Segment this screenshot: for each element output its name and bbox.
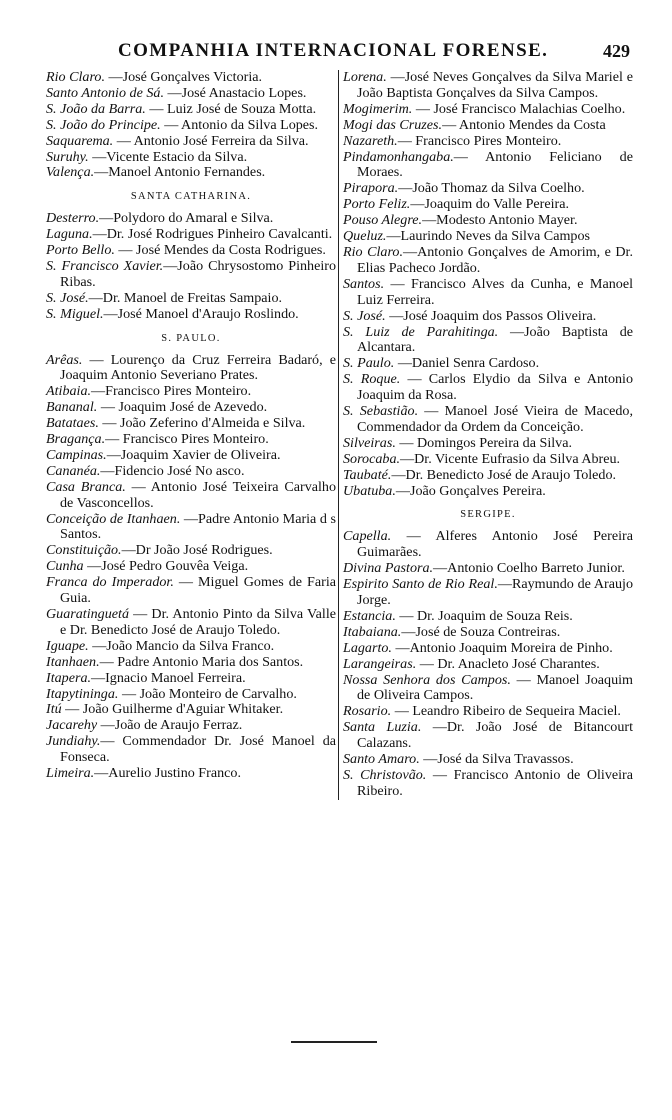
entry-text: —João Gonçalves Pereira.	[395, 482, 546, 499]
entry-place: S. Sebastião.	[343, 403, 419, 420]
entry-capella	[343, 529, 633, 561]
entry-text: —Antonio Coelho Barreto Junior.	[433, 560, 625, 577]
entry-place: S. Paulo.	[343, 355, 395, 372]
entry-s-jose	[343, 309, 633, 325]
entry-mogimerim	[343, 102, 633, 118]
entry-text: — Francisco Antonio de Oliveira Ribeiro.	[357, 766, 634, 799]
entry-place: Constituição.	[46, 542, 122, 559]
entry-text: — Antonio da Silva Lopes.	[160, 116, 319, 133]
entry-cananea	[46, 464, 336, 480]
entry-campinas	[46, 448, 336, 464]
entry-s-joao-do-principe	[46, 118, 336, 134]
entry-text: — Antonio Mendes da Costa	[442, 116, 606, 133]
entry-valenca	[46, 165, 336, 181]
entry-place: Jundiahy.	[46, 733, 101, 750]
entry-text: — João Guilherme d'Aguiar Whitaker.	[61, 701, 284, 718]
entry-text: —Joaquim do Valle Pereira.	[410, 196, 569, 213]
entry-text: —Daniel Senra Cardoso.	[394, 355, 540, 372]
entry-place: Itapera.	[46, 669, 92, 686]
entry-text: —Raymundo de Araujo Jorge.	[357, 576, 633, 608]
entry-text: —João de Araujo Ferraz.	[97, 717, 243, 734]
entry-iguape	[46, 639, 336, 655]
entry-text: —Aurelio Justino Franco.	[94, 765, 241, 782]
entry-place: Conceição de Itanhaen.	[46, 510, 181, 527]
entry-place: Mogimerim.	[343, 100, 413, 117]
entry-place: Sorocaba.	[343, 450, 401, 467]
entry-lagarto	[343, 641, 633, 657]
entry-s-luiz-de-parahitinga	[343, 325, 633, 357]
entry-place: Cunha	[46, 558, 84, 575]
entry-place: Bananal.	[46, 399, 98, 416]
entry-text: — Commendador Dr. José Manoel da Fonseca.	[60, 733, 336, 766]
entry-nossa-senhora-dos-campos	[343, 673, 633, 705]
entry-rosario	[343, 704, 633, 720]
entry-s-jose	[46, 291, 336, 307]
entry-text: —Padre Antonio Maria d s Santos.	[60, 510, 336, 543]
entry-ubatuba	[343, 484, 633, 500]
entry-place: S. José.	[343, 307, 386, 324]
entry-place: S. Luiz de Parahitinga.	[343, 323, 499, 340]
entry-areas	[46, 353, 336, 385]
entry-s-christovao	[343, 768, 633, 800]
entry-place: Nossa Senhora dos Campos.	[343, 671, 511, 688]
entry-place: Pouso Alegre.	[343, 212, 423, 229]
entry-place: Silveiras.	[343, 434, 396, 451]
entry-jundiahy	[46, 734, 336, 766]
entry-text: —João Chrysostomo Pinheiro Ribas.	[60, 257, 336, 290]
entry-text: —João Thomaz da Silva Coelho.	[398, 180, 585, 197]
entry-place: S. João do Principe.	[46, 116, 161, 133]
entry-desterro	[46, 211, 336, 227]
entry-place: Queluz.	[343, 228, 387, 245]
entry-constituicao	[46, 543, 336, 559]
entry-suruhy	[46, 150, 336, 166]
entry-santa-luzia	[343, 720, 633, 752]
entry-place: S. João da Barra.	[46, 100, 146, 117]
entry-place: Laguna.	[46, 226, 93, 243]
entry-place: Rosario.	[343, 703, 392, 720]
entry-place: Itabaiana.	[343, 623, 402, 640]
entry-place: Divina Pastora.	[343, 560, 434, 577]
entry-taubate	[343, 468, 633, 484]
entry-text: — José Francisco Malachias Coelho.	[412, 100, 626, 117]
entry-text: —Antonio Joaquim Moreira de Pinho.	[391, 639, 613, 656]
entry-place: Santa Luzia.	[343, 719, 422, 736]
entry-text: — João Zeferino d'Almeida e Silva.	[98, 415, 306, 432]
entry-text: — José Mendes da Costa Rodrigues.	[114, 242, 326, 259]
entry-text: —José Joaquim dos Passos Oliveira.	[385, 307, 597, 324]
entry-pindamonhangaba	[343, 150, 633, 182]
entry-itu	[46, 702, 336, 718]
entry-porto-bello	[46, 243, 336, 259]
entry-lorena	[343, 70, 633, 102]
entry-place: Desterro.	[46, 210, 100, 227]
entry-text: —José Neves Gonçalves da Silva Mariel e João Baptista Gonçalves da Silva Campos.	[357, 69, 633, 101]
entry-rio-claro	[343, 245, 633, 277]
entry-casa-branca	[46, 480, 336, 512]
entry-s-francisco-xavier	[46, 259, 336, 291]
entry-s-joao-da-barra	[46, 102, 336, 118]
entry-place: Piraporа.	[343, 180, 399, 197]
entry-text: — Antonio José Ferreira da Silva.	[113, 132, 309, 149]
entry-s-paulo	[343, 356, 633, 372]
entry-text: — Antonio Feliciano de Moraes.	[357, 148, 633, 181]
entry-text: — Francisco Alves da Cunha, e Manoel Luiz Ferreira.	[357, 275, 633, 308]
entry-place: Porto Feliz.	[343, 196, 411, 213]
entry-text: — Dr. Joaquim de Souza Reis.	[395, 607, 573, 624]
entry-place: Iguape.	[46, 637, 89, 654]
entry-text: —Dr. Benedicto José de Araujo Toledo.	[391, 466, 617, 483]
entry-santos	[343, 277, 633, 309]
entry-text: —José da Silva Travassos.	[419, 751, 574, 768]
entry-santo-antonio-de-sa	[46, 86, 336, 102]
entry-text: — Lourenço da Cruz Ferreira Badaró, e Joaquim Antonio Severiano Prates.	[60, 351, 336, 384]
entry-place: Rio Claro.	[343, 243, 403, 260]
entry-jacarehy	[46, 718, 336, 734]
entry-braganca	[46, 432, 336, 448]
section-heading: S. PAULO.	[161, 332, 221, 344]
entry-s-sebastiao	[343, 404, 633, 436]
entry-text: —Francisco Pires Monteiro.	[91, 383, 252, 400]
entry-text: —Fidencio José No asco.	[100, 462, 245, 479]
entry-pouso-alegre	[343, 213, 633, 229]
entry-text: — Francisco Pires Monteiro.	[105, 431, 269, 448]
entry-text: —João Mancio da Silva Franco.	[88, 637, 275, 654]
entry-conceicao-de-itanhaen	[46, 512, 336, 544]
entry-place: S. José.	[46, 289, 89, 306]
entry-place: Lorena.	[343, 69, 387, 85]
entry-text: — Dr. Antonio Pinto da Silva Valle e Dr. Benedicto José de Araujo Toledo.	[60, 606, 336, 638]
entry-place: S. Christovão.	[343, 766, 427, 783]
entry-place: Santo Amaro.	[343, 751, 420, 768]
entry-place: Lagarto.	[343, 639, 392, 656]
entry-queluz	[343, 229, 633, 245]
entry-text: — Francisco Pires Monteiro.	[397, 132, 562, 149]
entry-text: — Luiz José de Souza Motta.	[145, 100, 317, 117]
entry-text: — Domingos Pereira da Silva.	[395, 434, 573, 451]
entry-rio-claro	[46, 70, 336, 86]
entry-text: — Alferes Antonio José Pereira Guimarães.	[357, 528, 633, 561]
page-header	[46, 40, 630, 62]
entry-place: Ubatuba.	[343, 482, 396, 499]
entry-atibaia	[46, 384, 336, 400]
entry-place: S. Miguel.	[46, 305, 104, 322]
entry-place: Porto Bello.	[46, 242, 115, 259]
entry-porto-feliz	[343, 197, 633, 213]
entry-place: Santo Antonio de Sá.	[46, 84, 164, 101]
entry-place: Cananéa.	[46, 462, 101, 479]
entry-text: — Antonio José Teixeira Carvalho de Vasconcellos.	[60, 478, 337, 511]
entry-text: —Ignacio Manoel Ferreira.	[91, 669, 246, 686]
entry-place: Guaratinguetá	[46, 606, 129, 622]
entry-place: Atibaia.	[46, 383, 92, 400]
entry-text: —Dr. Vicente Eufrasio da Silva Abreu.	[400, 450, 621, 467]
entry-place: S. Francisco Xavier.	[46, 257, 164, 274]
entry-estancia	[343, 609, 633, 625]
entry-espirito-santo-de-rio-real	[343, 577, 633, 609]
entry-text: — João Monteiro de Carvalho.	[118, 685, 297, 702]
entry-guaratingueta	[46, 607, 336, 639]
entry-s-miguel	[46, 307, 336, 323]
entry-laguna	[46, 227, 336, 243]
entry-saquarema	[46, 134, 336, 150]
entry-text: — Carlos Elydio da Silva e Antonio Joaquim da Rosa.	[357, 371, 634, 404]
entry-place: Espirito Santo de Rio Real.	[343, 576, 498, 593]
entry-larangeiras	[343, 657, 633, 673]
entry-text: —Dr. José Rodrigues Pinheiro Cavalcanti.	[92, 226, 333, 243]
entry-text: — Padre Antonio Maria dos Santos.	[99, 653, 304, 670]
entry-place: Nazareth.	[343, 132, 398, 149]
entry-batataes	[46, 416, 336, 432]
entry-sorocaba	[343, 452, 633, 468]
entry-place: Pindamonhangaba.	[343, 148, 454, 165]
entry-text: — Manoel Joaquim de Oliveira Campos.	[357, 671, 633, 704]
entry-text: —José Pedro Gouvêa Veiga.	[83, 558, 249, 575]
entry-place: Suruhy.	[46, 148, 89, 165]
entry-cunha	[46, 559, 336, 575]
entry-itanhaen	[46, 655, 336, 671]
entry-place: Limeira.	[46, 765, 95, 782]
entry-place: Batataes.	[46, 415, 99, 432]
entry-franca-do-imperador	[46, 575, 336, 607]
entry-place: Saquarema.	[46, 132, 114, 149]
entry-place: Bragança.	[46, 431, 106, 448]
entry-place: Jacarehy	[46, 717, 98, 734]
page-title: COMPANHIA INTERNACIONAL FORENSE.	[118, 40, 549, 61]
entry-text: —João Baptista de Alcantara.	[357, 323, 633, 356]
entry-text: —Dr. Manoel de Freitas Sampaio.	[88, 289, 283, 306]
entry-place: Franca do Imperador.	[46, 574, 174, 591]
entry-place: Itú	[46, 701, 62, 718]
entry-text: —Manoel Antonio Fernandes.	[94, 164, 266, 181]
entry-text: — Manoel José Vieira de Macedo, Commendador da Ordem da Conceição.	[357, 403, 633, 435]
entry-place: Santos.	[343, 275, 385, 292]
left-column	[46, 70, 336, 782]
entry-s-roque	[343, 372, 633, 404]
entry-place: Casa Branca.	[46, 478, 126, 495]
entry-text: —Joaquim Xavier de Oliveira.	[106, 446, 281, 463]
entry-place: Capella.	[343, 528, 392, 545]
entry-pirapor	[343, 181, 633, 197]
page-number: 429	[603, 40, 630, 61]
entry-limeira	[46, 766, 336, 782]
entry-itabaiana	[343, 625, 633, 641]
end-rule	[291, 1041, 377, 1043]
entry-place: Itanhaen.	[46, 653, 100, 670]
section-heading: SANTA CATHARINA.	[130, 191, 252, 203]
entry-text: —José Manoel d'Araujo Roslindo.	[103, 305, 299, 322]
entry-mogi-das-cruzes	[343, 118, 633, 134]
entry-text: —Modesto Antonio Mayer.	[422, 212, 578, 229]
entry-place: Valença.	[46, 164, 95, 181]
entry-text: —Dr. João José de Bitancourt Calazans.	[357, 719, 634, 752]
entry-text: — Joaquim José de Azevedo.	[97, 399, 268, 416]
entry-nazareth	[343, 134, 633, 150]
entry-text: —José Gonçalves Victoria.	[105, 69, 263, 85]
entry-place: S. Roque.	[343, 371, 401, 388]
entry-text: —Polydoro do Amaral e Silva.	[99, 210, 274, 227]
entry-place: Campinas.	[46, 446, 107, 463]
entry-text: —Antonio Gonçalves de Amorim, e Dr. Elias Pacheco Jordão.	[357, 243, 633, 276]
entry-santo-amaro	[343, 752, 633, 768]
entry-text: —Laurindo Neves da Silva Campos	[386, 228, 590, 245]
entry-text: —Vicente Estacio da Silva.	[88, 148, 248, 165]
entry-text: — Miguel Gomes de Faria Guia.	[60, 574, 336, 607]
entry-itapera	[46, 671, 336, 687]
entry-text: — Dr. Anacleto José Charantes.	[416, 655, 600, 672]
entry-text: —José Anastacio Lopes.	[163, 84, 307, 101]
entry-text: — Leandro Ribeiro de Sequeira Maciel.	[391, 703, 621, 720]
entry-itapytininga	[46, 687, 336, 703]
entry-place: Rio Claro.	[46, 69, 105, 85]
entry-text: —Dr João José Rodrigues.	[121, 542, 273, 559]
entry-place: Arêas.	[46, 351, 83, 368]
entry-place: Itapytininga.	[46, 685, 119, 702]
section-heading: SERGIPE.	[460, 509, 516, 521]
right-column	[338, 70, 633, 800]
entry-place: Larangeiras.	[343, 655, 417, 672]
entry-text: —José de Souza Contreiras.	[401, 623, 561, 640]
entry-place: Taubaté.	[343, 466, 392, 483]
entry-place: Mogi das Cruzes.	[343, 116, 443, 133]
entry-divina-pastora	[343, 561, 633, 577]
entry-bananal	[46, 400, 336, 416]
entry-silveiras	[343, 436, 633, 452]
entry-place: Estancia.	[343, 607, 396, 624]
